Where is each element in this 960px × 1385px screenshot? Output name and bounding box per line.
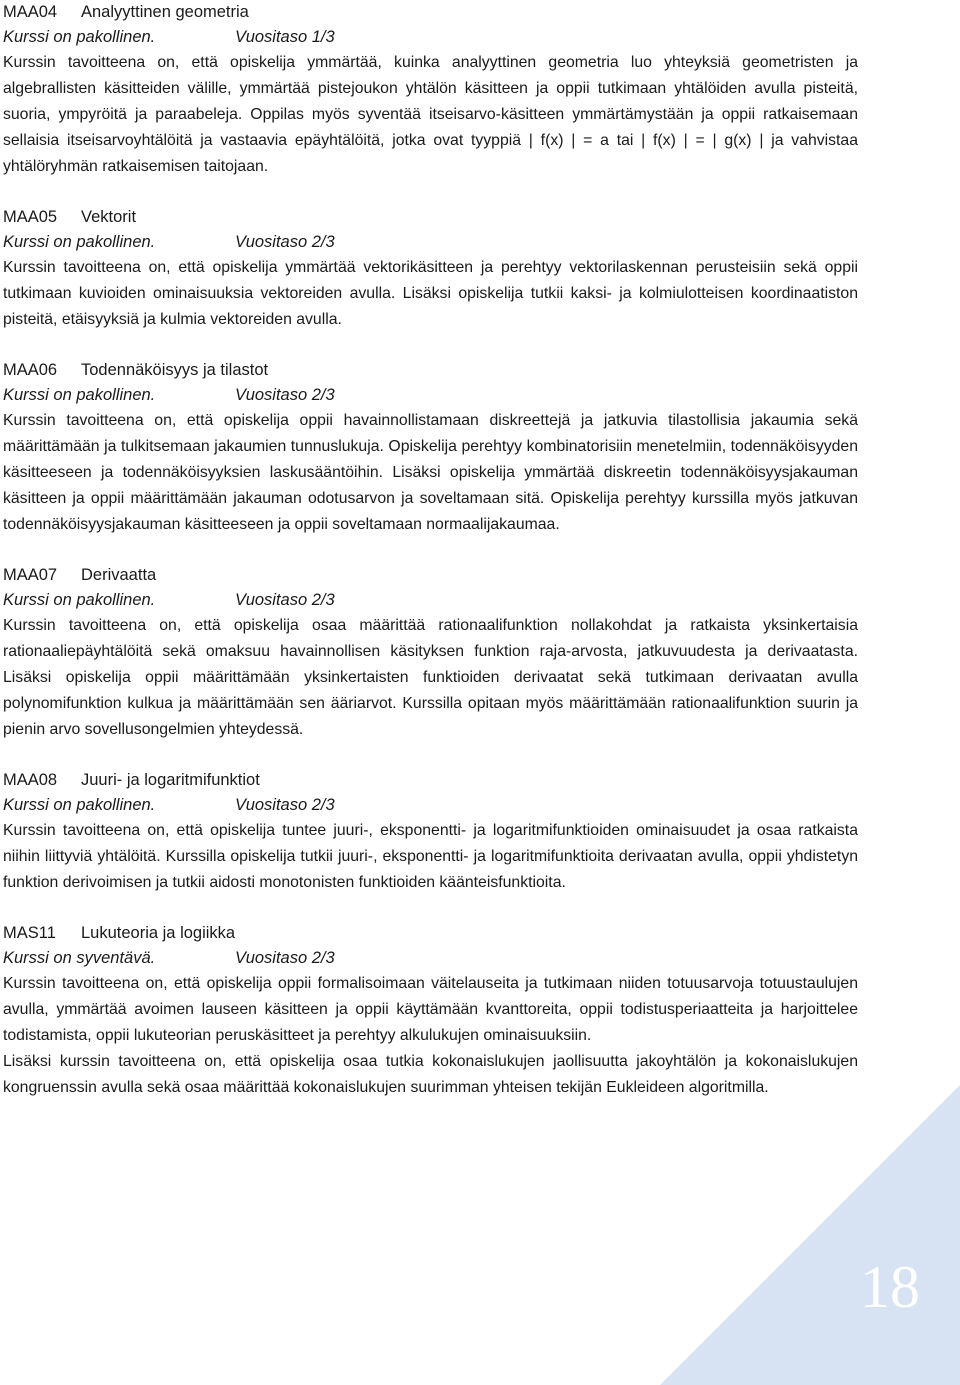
course-description: Kurssin tavoitteena on, että opiskelija ymmärtää vektorikäsitteen ja perehtyy vektorilaskennan perusteisiin sekä oppii tutkimaan kuvioiden ominaisuuksia vektoreiden avulla. Lisäksi opiskelija tutkii kaksi- ja kolmiulotteisen koordinaatiston pisteitä, etäisyyksiä ja kulmia vektoreiden avulla. xyxy=(3,259,858,328)
course-description-continued: Lisäksi kurssin tavoitteena on, että opiskelija osaa tutkia kokonaislukujen jaollisuutta jakoyhtälön ja kokonaislukujen kongruenssin avulla sekä osaa määrittää kokonaislukujen suurimman yhteisen tekijän Eukleideen algoritmilla. xyxy=(3,1053,858,1096)
course-level: Vuositaso 2/3 xyxy=(235,233,335,251)
course-type: Kurssi on pakollinen. xyxy=(3,233,156,251)
course-title-line xyxy=(3,0,858,24)
course-type: Kurssi on pakollinen. xyxy=(3,386,156,404)
course-level: Vuositaso 1/3 xyxy=(235,28,335,46)
course-section-maa05 xyxy=(3,205,858,333)
course-title-line xyxy=(3,921,858,945)
course-type: Kurssi on pakollinen. xyxy=(3,28,156,46)
course-level: Vuositaso 2/3 xyxy=(235,949,335,967)
course-section-maa04 xyxy=(3,0,858,180)
course-title: Todennäköisyys ja tilastot xyxy=(81,361,269,379)
course-code: MAA07 xyxy=(3,566,58,584)
course-title: Juuri- ja logaritmifunktiot xyxy=(81,771,260,789)
course-meta-line xyxy=(3,24,858,50)
course-code: MAA08 xyxy=(3,771,58,789)
course-level: Vuositaso 2/3 xyxy=(235,796,335,814)
course-meta-line xyxy=(3,945,858,971)
course-description: Kurssin tavoitteena on, että opiskelija tuntee juuri-, eksponentti- ja logaritmifunktioiden ominaisuudet ja osaa ratkaista niihin liittyviä yhtälöitä. Kurssilla opiskelija tutkii juuri-, eksponentti- ja logaritmifunktioita derivaatan avulla, oppii yhdistetyn funktion derivoimisen ja tutkii aidosti monotonisten funktioiden käänteisfunktioita. xyxy=(3,822,858,891)
course-code: MAA04 xyxy=(3,3,58,21)
course-title-line xyxy=(3,358,858,382)
page-number: 18 xyxy=(860,1254,920,1320)
course-level: Vuositaso 2/3 xyxy=(235,591,335,609)
course-type: Kurssi on pakollinen. xyxy=(3,591,156,609)
course-description: Kurssin tavoitteena on, että opiskelija oppii havainnollistamaan diskreettejä ja jatkuvia tilastollisia jakaumia sekä määrittämään ja tulkitsemaan jakaumien tunnuslukuja. Opiskelija perehtyy kombinatorisiin menetelmiin, todennäköisyyden käsitteeseen ja todennäköisyyksien laskusääntöihin. Lisäksi opiskelija ymmärtää diskreetin todennäköisyysjakauman käsitteen ja oppii määrittämään jakauman odotusarvon ja soveltamaan sitä. Opiskelija perehtyy kurssilla myös jatkuvan todennäköisyysjakauman käsitteeseen ja oppii soveltamaan normaalijakaumaa. xyxy=(3,412,858,533)
course-title: Lukuteoria ja logiikka xyxy=(81,924,236,942)
course-title: Vektorit xyxy=(81,208,137,226)
course-level: Vuositaso 2/3 xyxy=(235,386,335,404)
course-type: Kurssi on syventävä. xyxy=(3,949,156,967)
course-section-maa06 xyxy=(3,358,858,538)
course-section-mas11 xyxy=(3,921,858,1101)
course-meta-line xyxy=(3,382,858,408)
course-title: Analyyttinen geometria xyxy=(81,3,249,21)
course-title: Derivaatta xyxy=(81,566,157,584)
course-title-line xyxy=(3,563,858,587)
course-meta-line xyxy=(3,229,858,255)
course-code: MAS11 xyxy=(3,924,56,942)
course-section-maa08 xyxy=(3,768,858,896)
document-page xyxy=(3,0,858,1101)
course-code: MAA05 xyxy=(3,208,58,226)
course-description: Kurssin tavoitteena on, että opiskelija ymmärtää, kuinka analyyttinen geometria luo yhteyksiä geometristen ja algebrallisten käsitteiden välille, ymmärtää pistejoukon yhtälön käsitteen ja oppii tutkimaan yhtälöiden avulla pisteitä, suoria, ympyröitä ja paraabeleja. Oppilas myös syventää itseisarvo-käsitteen ymmärtämystään ja oppii ratkaisemaan sellaisia itseisarvoyhtälöitä ja vastaavia epäyhtälöitä, jotka ovat tyyppiä | f(x) | = a tai | f(x) | = | g(x) | ja vahvistaa yhtälöryhmän ratkaisemisen taitojaan. xyxy=(3,54,858,175)
course-description: Kurssin tavoitteena on, että opiskelija oppii formalisoimaan väitelauseita ja tutkimaan niiden totuusarvoja totuustaulujen avulla, ymmärtää avoimen lauseen käsitteen ja oppii käyttämään kvanttoreita, oppii todistusperiaatteita ja harjoittelee todistamista, oppii lukuteorian peruskäsitteet ja perehtyy alkulukujen ominaisuuksiin. xyxy=(3,975,858,1044)
course-title-line xyxy=(3,205,858,229)
course-title-line xyxy=(3,768,858,792)
page-corner-decoration xyxy=(660,1085,960,1385)
course-code: MAA06 xyxy=(3,361,58,379)
course-meta-line xyxy=(3,587,858,613)
course-description: Kurssin tavoitteena on, että opiskelija osaa määrittää rationaalifunktion nollakohdat ja ratkaista yksinkertaisia rationaaliepäyhtälöitä sekä omaksuu havainnollisen käsityksen funktion raja-arvosta, jatkuvuudesta ja derivaatasta. Lisäksi opiskelija oppii määrittämään yksinkertaisten funktioiden derivaatat sekä tutkimaan derivaatan avulla polynomifunktion kulkua ja määrittämään sen ääriarvot. Kurssilla opitaan myös määrittämään rationaalifunktion suurin ja pienin arvo sovellusongelmien yhteydessä. xyxy=(3,617,858,738)
course-type: Kurssi on pakollinen. xyxy=(3,796,156,814)
course-section-maa07 xyxy=(3,563,858,743)
course-meta-line xyxy=(3,792,858,818)
